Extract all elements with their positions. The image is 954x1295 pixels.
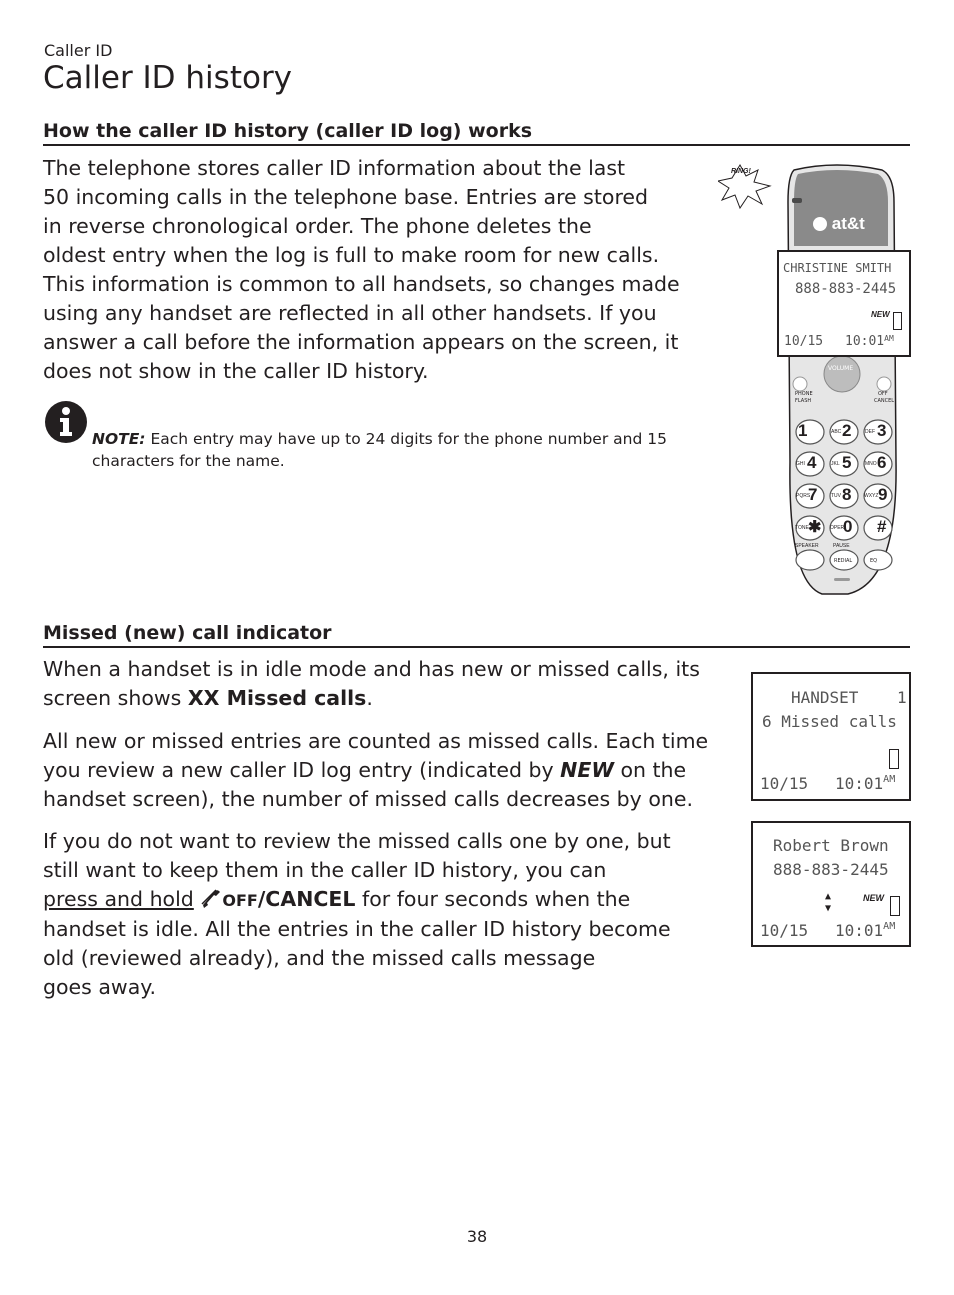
paragraph-line: When a handset is in idle mode and has new or missed calls, its bbox=[43, 657, 700, 681]
battery-icon bbox=[889, 749, 899, 769]
key-6-letters: MNO bbox=[865, 461, 877, 467]
key-4: 4 bbox=[807, 453, 817, 472]
volume-label: VOLUME bbox=[828, 365, 854, 372]
paragraph-line: goes away. bbox=[43, 975, 156, 999]
paragraph-line: All new or missed entries are counted as missed calls. Each time bbox=[43, 729, 709, 753]
key-3-letters: DEF bbox=[865, 429, 875, 435]
key-4-letters: GHI bbox=[796, 461, 805, 467]
eq-label: EQ bbox=[870, 558, 878, 564]
battery-icon bbox=[893, 312, 902, 330]
key-3: 3 bbox=[877, 421, 887, 440]
note-text: Each entry may have up to 24 digits for the phone number and 15 bbox=[150, 430, 667, 448]
paragraph-line: oldest entry when the log is full to make room for new calls. bbox=[43, 243, 660, 267]
redial-label: REDIAL bbox=[834, 558, 853, 564]
caller-number: 888-883-2445 bbox=[773, 860, 889, 879]
cancel-key-text: /CANCEL bbox=[257, 887, 356, 911]
paragraph-line: in reverse chronological order. The phone deletes the bbox=[43, 214, 592, 238]
new-indicator: NEW bbox=[871, 310, 890, 319]
section-heading-caller-id-log: How the caller ID history (caller ID log) works bbox=[43, 120, 910, 146]
key-star: ✱ bbox=[808, 519, 822, 536]
globe-icon bbox=[813, 217, 827, 231]
key-5: 5 bbox=[842, 453, 852, 472]
key-8: 8 bbox=[842, 485, 852, 504]
paragraph-line: If you do not want to review the missed calls one by one, but bbox=[43, 829, 671, 853]
caller-name: Robert Brown bbox=[773, 836, 889, 855]
key-2: 2 bbox=[842, 421, 852, 440]
section-heading-missed-call: Missed (new) call indicator bbox=[43, 622, 910, 648]
missed-count-paragraph bbox=[43, 727, 708, 814]
paragraph-line: old (reviewed already), and the missed calls message bbox=[43, 946, 596, 970]
call-time: $10:01^{AM}$ bbox=[845, 334, 894, 349]
battery-icon bbox=[890, 896, 900, 916]
off-key-label: OFF bbox=[878, 391, 888, 397]
breadcrumb: Caller ID bbox=[44, 41, 113, 60]
att-logo bbox=[813, 214, 875, 234]
screen-time: $10:01^{AM}$ bbox=[835, 921, 896, 940]
note-text: characters for the name. bbox=[92, 452, 285, 470]
key-1: 1 bbox=[798, 421, 808, 440]
press-and-hold-link[interactable]: press and hold bbox=[43, 887, 194, 911]
cancel-key-label: CANCEL bbox=[874, 398, 895, 404]
paragraph-line: using any handset are reflected in all other handsets. If you bbox=[43, 301, 657, 325]
screen-date: 10/15 bbox=[760, 774, 809, 793]
key-2-letters: ABC bbox=[831, 429, 842, 435]
key-hash: # bbox=[877, 517, 887, 536]
key-star-letters: TONE bbox=[795, 525, 809, 531]
paragraph-line: you review a new caller ID log entry (indicated by NEW on the bbox=[43, 758, 687, 782]
new-indicator: NEW bbox=[863, 893, 884, 903]
note bbox=[92, 428, 667, 472]
key-6: 6 bbox=[877, 453, 887, 472]
caller-name: CHRISTINE SMITH bbox=[783, 261, 892, 275]
pause-label: PAUSE bbox=[833, 543, 850, 549]
phone-key-label: PHONE bbox=[795, 391, 813, 397]
keypad bbox=[796, 420, 908, 552]
off-key-text: OFF bbox=[222, 891, 258, 910]
key-9-letters: WXYZ bbox=[864, 493, 879, 499]
key-7-letters: PQRS bbox=[796, 493, 811, 499]
new-term: NEW bbox=[560, 758, 614, 782]
note-label: NOTE: bbox=[92, 430, 146, 448]
paragraph-line: The telephone stores caller ID information about the last bbox=[43, 156, 626, 180]
page-title: Caller ID history bbox=[43, 60, 293, 96]
paragraph-line: screen shows XX Missed calls. bbox=[43, 686, 373, 710]
handset-number-line: HANDSET 1 bbox=[791, 688, 907, 707]
missed-calls-line: 6 Missed calls bbox=[762, 712, 897, 731]
clear-missed-paragraph bbox=[43, 827, 671, 1002]
caller-entry-screen bbox=[751, 821, 911, 947]
key-7: 7 bbox=[808, 485, 818, 504]
scroll-down-icon: ▼ bbox=[825, 903, 832, 914]
paragraph-line: handset is idle. All the entries in the caller ID history become bbox=[43, 917, 671, 941]
page-number: 38 bbox=[466, 1227, 488, 1246]
key-5-letters: JKL bbox=[831, 461, 840, 467]
call-date: 10/15 bbox=[784, 334, 824, 349]
caller-number: 888-883-2445 bbox=[795, 281, 897, 297]
caller-id-log-paragraph bbox=[43, 154, 680, 386]
screen-time: $10:01^{AM}$ bbox=[835, 774, 896, 793]
paragraph-line: press and hold OFF/CANCEL for four seconds when the bbox=[43, 887, 631, 911]
ring-label: RING! bbox=[731, 168, 751, 175]
paragraph-line: handset screen), the number of missed calls decreases by one. bbox=[43, 787, 693, 811]
key-0-letters: OPER bbox=[830, 525, 845, 531]
missed-indicator-paragraph bbox=[43, 655, 700, 713]
phone-off-icon bbox=[200, 888, 222, 908]
missed-calls-screen bbox=[751, 672, 911, 801]
missed-calls-term: XX Missed calls bbox=[187, 686, 367, 710]
info-icon bbox=[44, 400, 88, 444]
speaker-label: SPEAKER bbox=[795, 543, 819, 549]
key-9: 9 bbox=[878, 485, 888, 504]
paragraph-line: This information is common to all handsets, so changes made bbox=[43, 272, 680, 296]
paragraph-line: does not show in the caller ID history. bbox=[43, 359, 429, 383]
handset-screen bbox=[777, 250, 911, 357]
scroll-up-icon: ▲ bbox=[825, 891, 832, 902]
paragraph-line: 50 incoming calls in the telephone base. Entries are stored bbox=[43, 185, 649, 209]
paragraph-line: still want to keep them in the caller ID history, you can bbox=[43, 858, 607, 882]
key-0: 0 bbox=[843, 517, 853, 536]
key-8-letters: TUV bbox=[831, 493, 841, 499]
brand-label: at&t bbox=[831, 214, 865, 233]
paragraph-line: answer a call before the information appears on the screen, it bbox=[43, 330, 679, 354]
flash-key-label: FLASH bbox=[795, 398, 812, 404]
screen-date: 10/15 bbox=[760, 921, 809, 940]
